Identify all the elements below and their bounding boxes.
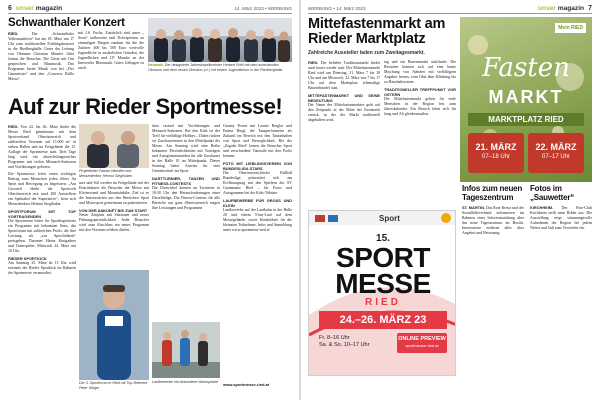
speaker-caption: Der 3. Sportforum in Ried mit Top-Referent Peter Stöger — [79, 381, 148, 390]
right-page — [300, 0, 600, 400]
time1: 07–18 Uhr — [481, 154, 511, 160]
date-badge-1 — [468, 133, 524, 173]
sportmesse-website[interactable]: www.sportmesse-ried.at — [223, 382, 270, 387]
tageszentrum-headline: Infos zum neuen Tageszentrum — [462, 184, 523, 202]
market-col2 — [384, 60, 456, 210]
market-text-2: tag und ein Bauernmarkt stattfindet. Die Besucher können sich auf eine bunte Mischung von Ständen mit vielfältigem Angebot freuen, vom Obst über Kleidung bis zu Haushaltswaren. — [384, 60, 456, 84]
sportmesse-ad[interactable] — [308, 210, 456, 376]
subhead-sportforum: SPORTFORUM MIT TOP VORTRAGENDEN — [8, 209, 76, 219]
sport-text-1c: Die Sportmesse bietet für Sportbegeisterte ein Programm mit bekannten Stars, das Sportforum mit zahlreichen Profis, die ihre Leistung als „zur Sportlichkeit“ preisgeben. Darunter Heinz Kinigadner und Teamspieler. Mittwoch 24. März um 16 Uhr. — [8, 219, 76, 253]
runners-illustration — [152, 322, 220, 378]
market-subhead: Zahlreiche Aussteller laden zum Zweitagesmarkt. — [308, 50, 425, 56]
sport-text-1b: Die Sportmesse feiert einen wichtigen Beitrag zum Menschen jeden Alters für Sport und Bewegung zu begeistern. „Am Grossteil bleibt die Sportwelt Oberösterreich mit rund 200 Ausstellern ein Spektakel der Superlative“, freut sich Messedirektor Helmut Sieglhuber. — [8, 172, 76, 206]
concert-text-2: mit J.S. Fuchs, Zusätzlich sind unter „ Sexti“ aufbereitet und Ticketpreisen zu einmaligen Dingen rundum für die die Zuhörer 400 bis 500 Euro wertvolle Jugendliche in zusätzlichen Gründen, die Jugendlichen und J.P. Mamler an der Innviertler Blasmusik. Gutes Gelingen ist rasch. — [78, 31, 144, 70]
brand-prefix: unser — [537, 4, 556, 12]
brand-name: magazin — [557, 4, 585, 12]
two-men-illustration — [79, 124, 149, 168]
page-number: 6 — [8, 4, 12, 12]
concert-headline: Schwanthaler Konzert — [8, 17, 125, 29]
sport-col4 — [223, 124, 292, 380]
hours-weekend: Sa. & So. 10–17 Uhr — [319, 342, 370, 348]
markt-word: MARKT — [488, 87, 564, 107]
subhead-laufbewerbe: LAUFBEWERBE FÜR GROSS UND KLEIN — [223, 198, 292, 208]
market-col1 — [308, 60, 380, 210]
concert-lead-city: RIED. — [8, 31, 19, 36]
magazine-brand — [16, 5, 62, 12]
hours-friday: Fr. 8–16 Uhr — [319, 335, 350, 341]
sauwetter-text: Der Foto-Club Kirchheim stellt neue Bilder aus. Die Ausstellung zeigt stimmungsvolle Aufnahmen der Region bei jedem Wetter und lädt zum Verweilen ein. — [530, 206, 592, 230]
sport-text-4: Granny Power mit Leonie Bergler und Emma Riegl, die Tanzperformerin als Zukunft im Bereich mit den Tanzinhalten von Sport und Beweglichkeit. Bei der „Zugabe Ried“ lernen die Besucher Sport und verschiedene Tanzstile mit den Profis kennen. — [223, 124, 292, 158]
sport-text-1: Von 24. bis 26. März findet die Messe Ried gemeinsam mit dem Sportverband Oberösterreich und zahlreichen Vereinen auf 15.000 m² in sieben Hallen und im Freigelände die 15. Auflage der Sportmesse statt. Drei Tage lang wird ein abwechslungsreiches Programm mit vielen Mitmach-Stationen und Vorführungen geboten. — [8, 125, 76, 169]
market-text-1b: Der Name des Mittefastenmarktes geht auf den Zeitpunkt in der Mitte der Fastenzeit zurück, in der der Markt traditionell abgehalten wird. — [308, 103, 380, 122]
market-headline-line1: Mittefastenmarkt am — [308, 16, 446, 32]
tageszentrum-text: Das Rote Kreuz und der Sozialhilfeverband informieren im Rahmen einer Infoveranstaltung über das neue Tageszentrum im Bezirk. Interessierte erfahren alles über Angebot und Betreuung. — [462, 206, 524, 235]
tageszentrum-lead-city: ST. MARTIN. — [462, 205, 485, 210]
runners-photo — [152, 322, 220, 378]
projectleader-photo — [79, 124, 149, 168]
date-badge-2 — [528, 133, 584, 173]
sport-text-2: mes und Stil werden im Freigelände mit der Eintrittskarte die Besucher der Messe mit Kletterwand und Mountainbike. Ziel ist es die Interessierten aus den Bereichen Sport und Motorsport gemeinsam zu präsentieren. — [79, 181, 149, 205]
page-number: 7 — [588, 4, 592, 12]
sport-text-3: dem rasend mit Vorführungen und Mitmach-Stationen. Bei den Kids ist der Treff für vielfältige Hobbys – Dabei rücken sie Zuschauerinnen in den Mittelpunkt der Messe. Am Sonntag wird eine Reihe bekannter Persönlichkeiten mit Vorträgen und Autogrammstunden für alle Zuschauer in der Halle 10 im Mittelpunkt. Dieser Sonntag bietet Anreize für eine Gemeinschaft im Sport. — [152, 124, 220, 173]
sponsor-logos — [315, 215, 338, 222]
subhead-bundesliga: FOTO MIT LIEBLINGSVEREIN VON BUNDESLIGA STARS — [223, 161, 292, 171]
left-page-header — [8, 4, 292, 14]
market-headline-line2: Rieder Marktplatz — [308, 31, 426, 47]
issue-info: 14. März 2023 • WERBUNG — [234, 5, 292, 11]
messe-word: MESSE — [335, 268, 431, 299]
sponsor-logo-icon — [315, 215, 325, 222]
concert-group-photo — [148, 18, 292, 62]
date1: 21. MÄRZ — [475, 142, 517, 152]
brand-name: magazin — [35, 4, 63, 12]
sportmesse-dates: 24.–26. MÄRZ 23 — [319, 311, 447, 329]
speaker-photo — [79, 270, 149, 380]
speaker-illustration — [79, 270, 149, 380]
sport-text-2b: Neuer Zeitplan mit Stationen und neuer Führungspersönlichkeit. Jeder Besucher wird zum Abschluss ein neues Programm mit den Vereinen erleben dürfen. — [79, 213, 149, 232]
sport-lead-city: RIED. — [8, 124, 19, 129]
sportmesse-hours — [319, 335, 369, 349]
caption-brand: Neuwahl. — [148, 63, 164, 67]
sponsor-name: Sport — [379, 213, 400, 223]
sport-text-4c: Laufbewerbe auf der Laufbahn in der Halle 20 und einem 5-km-Lauf auf dem Messegelände, sowie Kinderläufe für die kleinsten Teilnehmer. Infos und Anmeldung unter www.sportmesse-ried.at — [223, 208, 292, 232]
market-text-1: Der beliebte Traditionsmarkt findet auch heuer wieder statt. Der Mittefastenmarkt Ried wird am Dienstag, 21. März 7 bis 18 Uhr und am Mittwoch, 22. März von 7 bis 17 Uhr auf dem Marktplatz (ehemalige Bauernbünde) statt. — [308, 61, 380, 90]
caption-text: Der designierte Jahreskapellmeister Herbert Roth mit dem scheidenden Obmann und dem neuen Obmann (v.l.) mit ersten Jugendlichen in der Riedberghalle. — [148, 63, 284, 72]
concert-photo-caption — [148, 63, 292, 91]
ried-word: RIED — [365, 297, 401, 308]
sauwetter-headline: Fotos im „Sauwetter“ — [530, 184, 575, 202]
fastenmarkt-ad[interactable] — [460, 17, 592, 182]
subhead-ankunft: VON DER ANKUNFT BIS ZUM START — [79, 208, 148, 213]
magazine-brand — [538, 5, 584, 12]
online-preview-badge[interactable] — [397, 333, 447, 353]
issue-info: WERBUNG • 14. März 2023 — [308, 5, 366, 11]
subhead-dartturnier: DARTTURNIER, TANZEN UND FITNESS-CONTESTS — [152, 176, 220, 186]
subhead-bedeutung: MITTEFASTENMARKT UND SEINE BEDEUTUNG — [308, 93, 380, 103]
sponsor-logo-icon — [328, 215, 338, 222]
ball-icon — [441, 213, 451, 223]
sport-word: SPORT — [336, 242, 430, 273]
sport-col3 — [152, 124, 220, 320]
group-people-illustration — [148, 18, 292, 62]
subhead-sportkick: RIEDER SPORTKICK — [8, 256, 47, 261]
concert-text-1: Der „Schwanthaler Volksmusikfest“ hat am 18. März um 17 Uhr zum traditionellen Frühlingskonzert in die Riedberghalle. Unter der Leitung von Obmann Christian Mamler führt Jonina die Besucher. Die Gäste mit Gut gesprochen und Blasmusik. Das Programm bietet Musik von bei „Der Gaumeister“ und den „Concerto Brilla Miosa“. — [8, 32, 74, 81]
sport-text-1d: Am Samstag 25. März ab 13 Uhr wird erstmals der Rieder Sportkick im Rahmen der Sportmesse veranstaltet. — [8, 261, 76, 275]
brand-prefix: unser — [15, 4, 34, 12]
sport-text-3b: Die Dartwirbel kennen an Turnieren in 10:30 Uhr den Herausforderungen einer Darteliteliga. Die Fitness-Contests für alle Bereiche aus ganz Oberösterreich zeigen ihre Leistungen und Programme. — [152, 186, 220, 210]
fasten-word: Fasten — [482, 53, 570, 83]
time2: 07–17 Uhr — [541, 154, 571, 160]
marktplatz-label: MARKTPLATZ RIED — [468, 113, 584, 126]
mein-ried-logo: Mein RIED — [555, 23, 586, 33]
online-url: sportmesse-ried.at — [405, 343, 439, 348]
market-headline — [308, 17, 445, 47]
market-lead-city: RIED. — [308, 60, 319, 65]
date2: 22. MÄRZ — [535, 142, 577, 152]
sauwetter-lead-city: KIRCHHEIM. — [530, 205, 554, 210]
sport-col2 — [79, 181, 149, 269]
sportmesse-headline: Auf zur Rieder Sportmesse! — [8, 94, 283, 119]
right-page-header — [308, 4, 592, 14]
concert-body-col1 — [8, 31, 74, 91]
sport-col1 — [8, 124, 76, 394]
runners-caption: Laufbewerbe mit besonderer Atmosphäre — [152, 380, 218, 384]
sponsor-bar — [309, 211, 456, 225]
projectleader-caption: Projektleiter Fabian Wendler und Messedirektor Helmut Sieglhuber. — [79, 169, 133, 178]
sport-text-4b: Die Oberösterreichische Fußball Bundesliga präsentiert sich am Eröffnungstag mit den Spielern der SV Guntamatic Ried – für Fotos und Autogramme bei der Kids-Tribüne. — [223, 171, 292, 195]
sportmesse-number: 15. — [376, 233, 390, 244]
sauwetter-body — [530, 205, 592, 393]
market-text-2b: Der Mittefastenmarkt gehört für viele Menschen in der Region fest zum Jahreskalender. Ein Besuch lohnt sich für Jung und Alt gleichermaßen. — [384, 97, 456, 116]
tageszentrum-body — [462, 205, 524, 393]
subhead-treffpunkt: TRADITIONELLER TREFFPUNKT VOR OSTERN — [384, 87, 456, 97]
online-label: ONLINE PREVIEW — [398, 336, 446, 342]
concert-body-col2 — [78, 31, 144, 91]
